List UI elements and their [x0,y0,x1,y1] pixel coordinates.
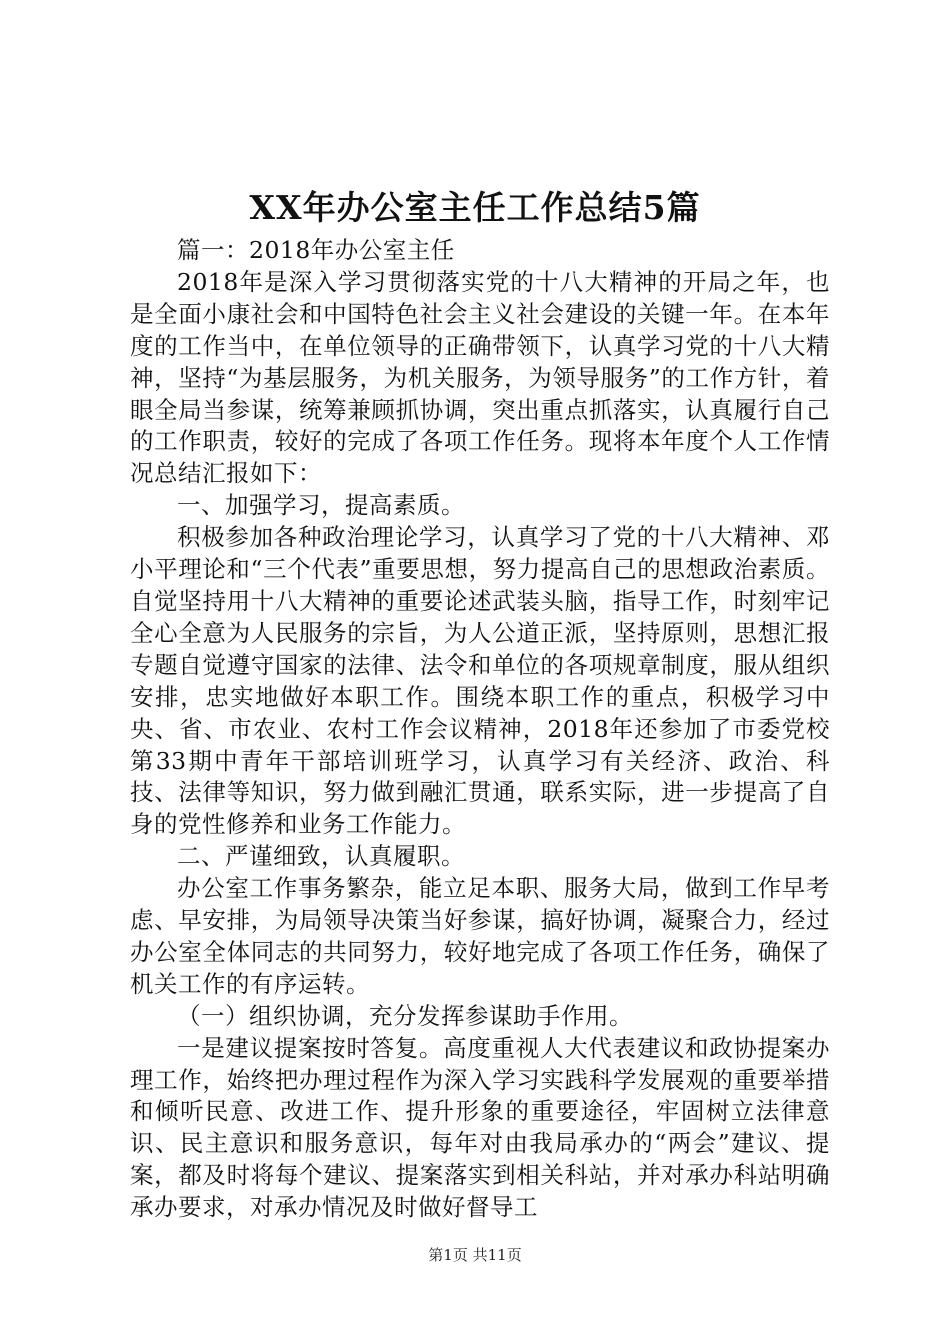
body-paragraph: 一是建议提案按时答复。高度重视人大代表建议和政协提案办理工作，始终把办理过程作为深入学习实践科学发展观的重要举措和倾听民意、改进工作、提升形象的重要途径，牢固树立法律意识、民主意识和服务意识，每年对由我局承办的“两会”建议、提案，都及时将每个建议、提案落实到相关科站，并对承办科站明确承办要求，对承办情况及时做好督导工 [130,1033,830,1222]
section-heading: 篇一：2018年办公室主任 [177,236,455,264]
body-paragraph: 积极参加各种政治理论学习，认真学习了党的十八大精神、邓小平理论和“三个代表”重要思想，努力提高自己的思想政治素质。自觉坚持用十八大精神的重要论述武装头脑，指导工作，时刻牢记全心全意为人民服务的宗旨，为人公道正派，坚持原则，思想汇报专题自觉遵守国家的法律、法令和单位的各项规章制度，服从组织安排，忠实地做好本职工作。围绕本职工作的重点，积极学习中央、省、市农业、农村工作会议精神，2018年还参加了市委党校第33期中青年干部培训班学习，认真学习有关经济、政治、科技、法律等知识，努力做到融汇贯通，联系实际，进一步提高了自身的党性修养和业务工作能力。 [130,523,830,839]
body-paragraph: 办公室工作事务繁杂，能立足本职、服务大局，做到工作早考虑、早安排，为局领导决策当好参谋，搞好协调，凝聚合力，经过办公室全体同志的共同努力，较好地完成了各项工作任务，确保了机关工作的有序运转。 [130,874,830,998]
section-heading: 二、严谨细致，认真履职。 [177,842,465,871]
document-body [130,235,830,1224]
subsection-heading: （一）组织协调，充分发挥参谋助手作用。 [177,1001,633,1030]
body-paragraph: 2018年是深入学习贯彻落实党的十八大精神的开局之年，也是全面小康社会和中国特色社会主义社会建设的关键一年。在本年度的工作当中，在单位领导的正确带领下，认真学习党的十八大精神，坚持“为基层服务，为机关服务，为领导服务”的工作方针，着眼全局当参谋，统筹兼顾抓协调，突出重点抓落实，认真履行自己的工作职责，较好的完成了各项工作任务。现将本年度个人工作情况总结汇报如下： [130,267,830,488]
section-heading: 一、加强学习，提高素质。 [177,491,465,520]
document-title: XX年办公室主任工作总结5篇 [249,188,701,227]
page-footer: 第1页 共11页 [428,1246,522,1264]
